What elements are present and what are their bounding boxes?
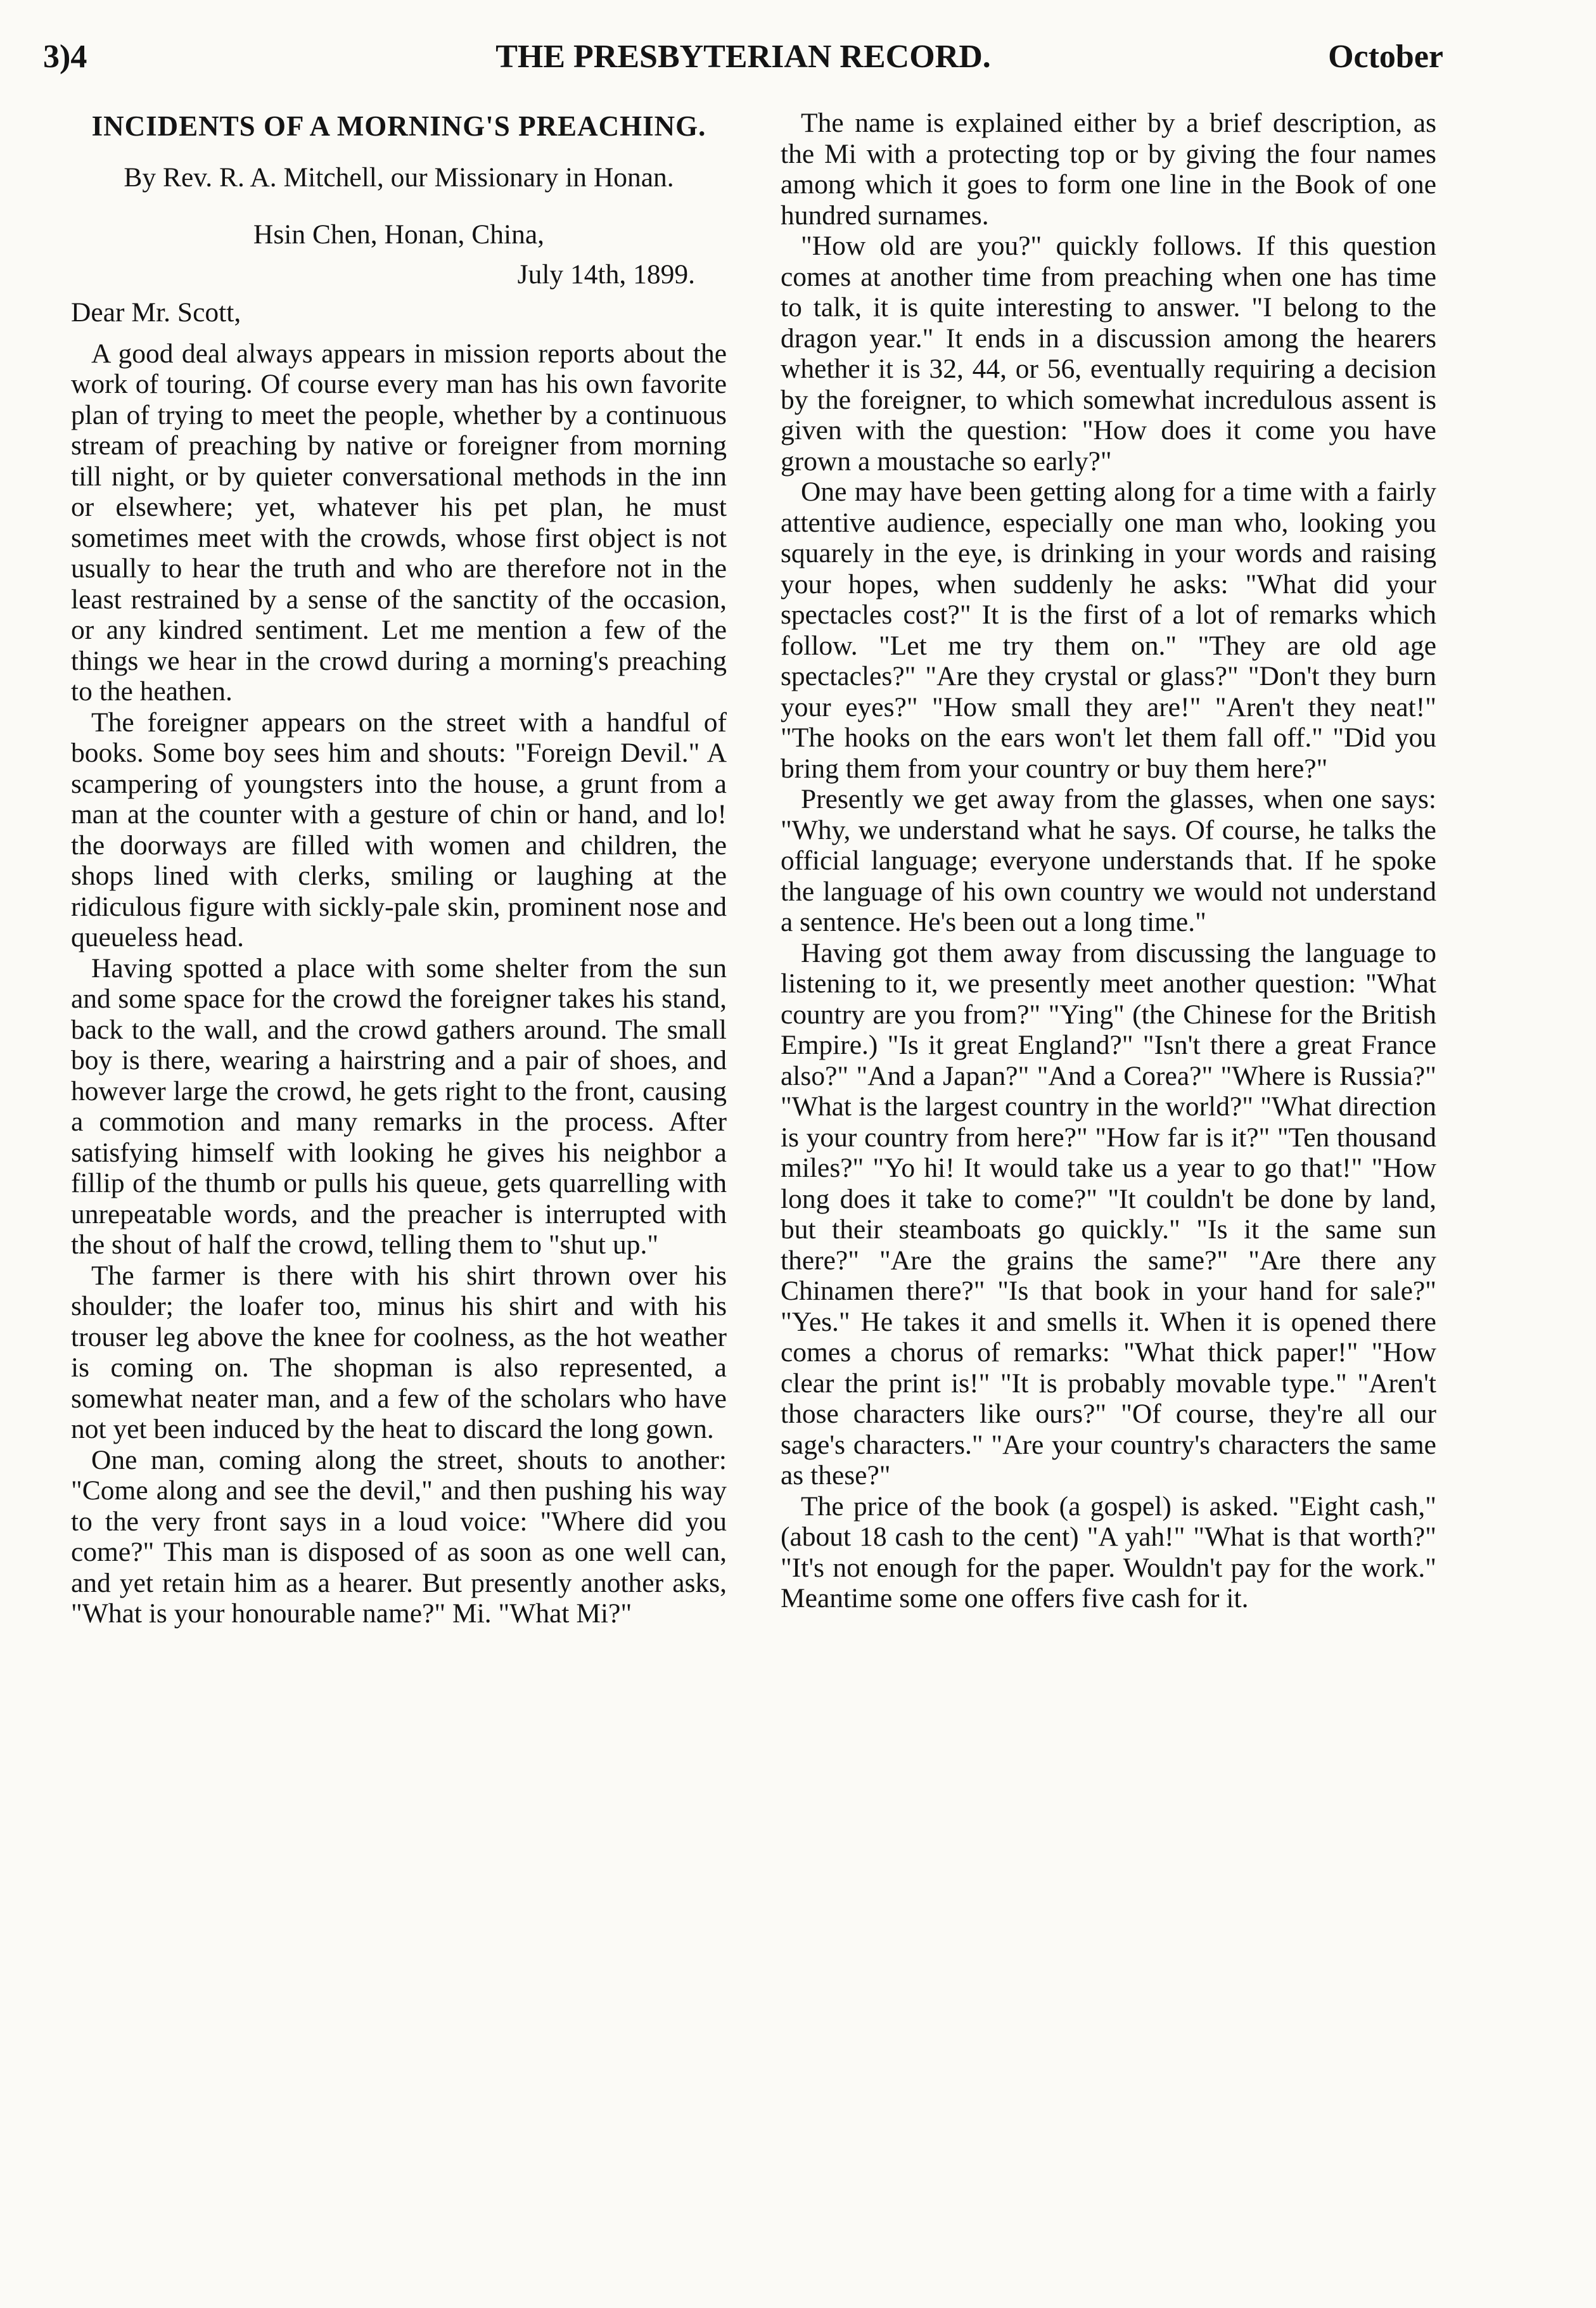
body-paragraph: Presently we get away from the glasses, when one says: "Why, we understand what he says. Of course, he talks the official language; everyone understands that. If he spoke the language of his own country we would not understand a sentence. He's been out a long time.": [781, 784, 1436, 937]
right-column: [781, 108, 1436, 1614]
body-paragraph: A good deal always appears in mission reports about the work of touring. Of course every man has his own favorite plan of trying to meet the people, whether by a continuous stream of preaching by native or foreigner from morning till night, or by quieter conversational methods in the inn or elsewhere; yet, whatever his pet plan, he must sometimes meet with the crowds, whose first object is not usually to hear the truth and who are therefore not in the least restrained by a sense of the sanctity of the occasion, or any kindred sentiment. Let me mention a few of the things we hear in the crowd during a morning's preaching to the heathen.: [71, 338, 727, 707]
body-paragraph: "How old are you?" quickly follows. If this question comes at another time from preaching when one has time to talk, it is quite interesting to answer. "I belong to the dragon year." It ends in a discussion among the hearers whether it is 32, 44, or 56, eventually requiring a decision by the foreigner, to which somewhat incredulous assent is given with the question: "How does it come you have grown a moustache so early?": [781, 231, 1436, 477]
issue-month: October: [1328, 39, 1443, 75]
body-paragraph: One may have been getting along for a time with a fairly attentive audience, especially one man who, looking you squarely in the eye, is drinking in your words and raising your hopes, when suddenly he asks: "What did your spectacles cost?" It is the first of a lot of remarks which follow. "Let me try them on." "They are old age spectacles?" "Are they crystal or glass?" "Don't they burn your eyes?" "How small they are!" "Aren't they neat!" "The hooks on the ears won't let them fall off." "Did you bring them from your country or buy them here?": [781, 477, 1436, 784]
page-number: 3)4: [43, 39, 87, 75]
left-column: [71, 108, 727, 1629]
body-paragraph: The farmer is there with his shirt thrown over his shoulder; the loafer too, minus his shirt and with his trouser leg above the knee for coolness, as the hot weather is coming on. The shopman is also represented, a somewhat neater man, and a few of the scholars who have not yet been induced by the heat to discard the long gown.: [71, 1260, 727, 1444]
article-byline: By Rev. R. A. Mitchell, our Missionary in Honan.: [124, 162, 674, 193]
letter-date: July 14th, 1899.: [517, 259, 695, 290]
salutation: Dear Mr. Scott,: [71, 297, 241, 328]
body-paragraph: One man, coming along the street, shouts to another: "Come along and see the devil," and then pushing his way to the very front says in a loud voice: "Where did you come?" This man is disposed of as soon as one well can, and yet retain him as a hearer. But presently another asks, "What is your honourable name?" Mi. "What Mi?": [71, 1444, 727, 1629]
body-paragraph: The foreigner appears on the street with a handful of books. Some boy sees him and shouts: "Foreign Devil." A scampering of youngsters into the house, a grunt from a man at the counter with a gesture of chin or hand, and lo! the doorways are filled with women and children, the shops lined with clerks, smiling or laughing at the ridiculous figure with sickly-pale skin, prominent nose and queueless head.: [71, 707, 727, 952]
body-paragraph: Having got them away from discussing the language to listening to it, we presently meet another question: "What country are you from?" "Ying" (the Chinese for the British Empire.) "Is it great England?" "Isn't there a great France also?" "And a Japan?" "And a Corea?" "Where is Russia?" "What is the largest country in the world?" "What direction is your country from here?" "How far is it?" "Ten thousand miles?" "Yo hi! It would take us a year to go that!" "How long does it take to come?" "It couldn't be done by land, but their steamboats go quickly." "Is it the same sun there?" "Are the grains the same?" "Are there any Chinamen there?" "Is that book in your hand for sale?" "Yes." He takes it and smells it. When it is opened there comes a chorus of remarks: "What thick paper!" "How clear the print is!" "It is probably movable type." "Aren't those characters like ours?" "Of course, they're all our sage's characters." "Are your country's characters the same as these?": [781, 937, 1436, 1491]
body-paragraph: Having spotted a place with some shelter from the sun and some space for the crowd the foreigner takes his stand, back to the wall, and the crowd gathers around. The small boy is there, wearing a hairstring and a pair of shoes, and however large the crowd, he gets right to the front, causing a commotion and many remarks in the process. After satisfying himself with looking he gives his neighbor a fillip of the thumb or pulls his queue, gets quarrelling with unrepeatable words, and the preacher is interrupted with the shout of half the crowd, telling them to "shut up.": [71, 952, 727, 1260]
running-head: [43, 34, 1443, 80]
article-title: INCIDENTS OF A MORNING'S PREACHING.: [91, 110, 706, 142]
body-paragraph: The price of the book (a gospel) is asked. "Eight cash," (about 18 cash to the cent) "A yah!" "What is that worth?" "It's not enough for the paper. Wouldn't pay for the work." Meantime some one offers five cash for it.: [781, 1491, 1436, 1613]
journal-title: THE PRESBYTERIAN RECORD.: [495, 39, 991, 75]
body-paragraph: The name is explained either by a brief description, as the Mi with a protecting top or by giving the four names among which it goes to form one line in the Book of one hundred surnames.: [781, 108, 1436, 231]
letter-place: Hsin Chen, Honan, China,: [253, 219, 545, 250]
